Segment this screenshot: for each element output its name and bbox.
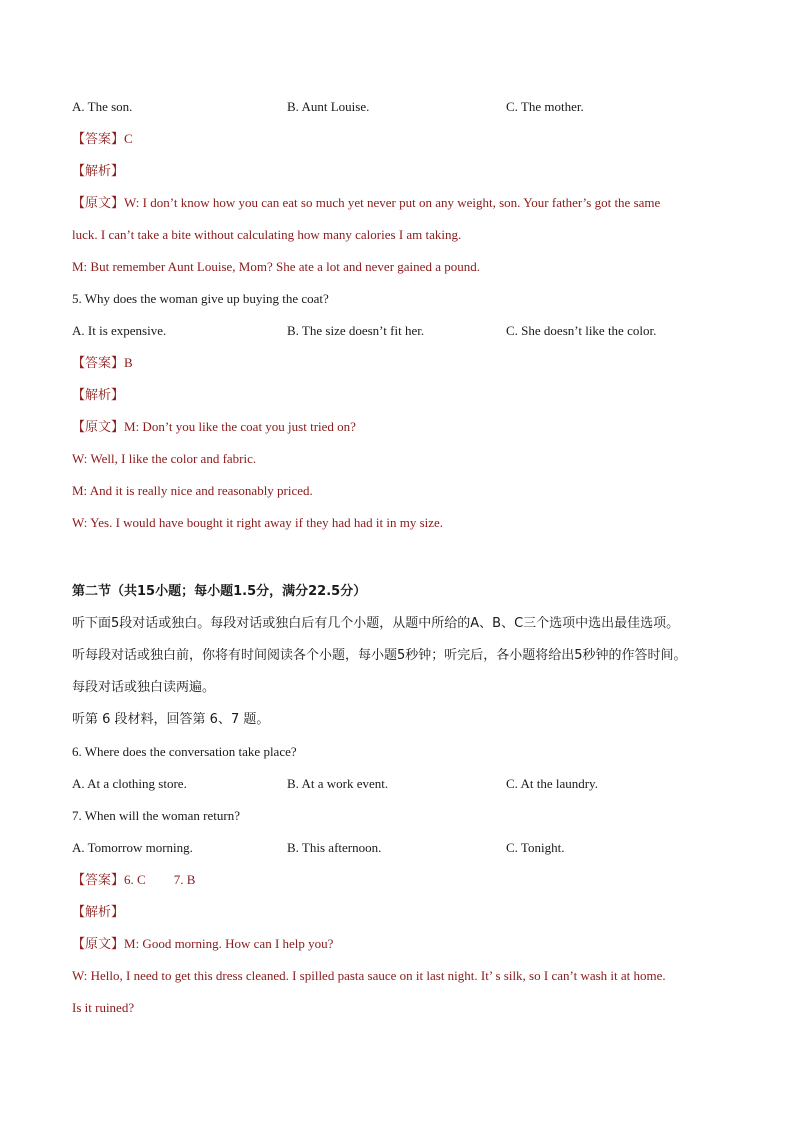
q5-transcript-line-1 [72, 416, 732, 448]
q7-option-a: A. Tomorrow morning. [72, 840, 193, 855]
q67-answer-6: 6. C [124, 872, 146, 887]
q5-analysis-tag: 【解析】 [72, 388, 125, 403]
q4-answer-tag: 【答案】 [72, 132, 125, 147]
q6-options [72, 773, 732, 805]
q5-original-tag: 【原文】 [72, 420, 125, 435]
q67-transcript-line-3: Is it ruined? [72, 1000, 135, 1015]
q4-analysis [72, 160, 732, 192]
section2-instruction-2: 听每段对话或独白前，你将有时间阅读各个小题，每小题5秒钟；听完后，各小题将给出5秒钟的作答时间。 [72, 648, 687, 663]
q5-transcript-line-4: W: Yes. I would have bought it right away if they had had it in my size. [72, 515, 444, 530]
q5-question: 5. Why does the woman give up buying the coat? [72, 291, 329, 306]
q67-answer-tag: 【答案】 [72, 873, 125, 888]
q67-transcript-line-1 [72, 933, 732, 965]
q67-answer-7: 7. B [173, 872, 196, 887]
q5-transcript-line-3: M: And it is really nice and reasonably priced. [72, 483, 313, 498]
q5-option-c: C. She doesn’t like the color. [506, 323, 657, 338]
section2-instruction-1: 听下面5段对话或独白。每段对话或独白后有几个小题，从题中所给的A、B、C三个选项中选出最佳选项。 [72, 616, 680, 631]
q6-option-b: B. At a work event. [287, 776, 389, 791]
q5-answer-tag: 【答案】 [72, 356, 125, 371]
q4-transcript-line-1 [72, 192, 732, 224]
q5-analysis [72, 384, 732, 416]
document-page [72, 96, 732, 1029]
q7-question: 7. When will the woman return? [72, 808, 240, 823]
q4-original-tag: 【原文】 [72, 196, 125, 211]
q67-original-tag: 【原文】 [72, 937, 125, 952]
q4-answer-value: C [124, 131, 133, 146]
q6-option-c: C. At the laundry. [506, 776, 598, 791]
q67-transcript-text-1: M: Good morning. How can I help you? [124, 936, 334, 951]
q5-answer [72, 352, 732, 384]
q4-options [72, 96, 732, 128]
q67-analysis [72, 901, 732, 933]
q4-transcript-text-1: W: I don’t know how you can eat so much yet never put on any weight, son. Your father’s got the same [124, 195, 661, 210]
q5-transcript-line-2: W: Well, I like the color and fabric. [72, 451, 257, 466]
q4-transcript-line-3: M: But remember Aunt Louise, Mom? She ate a lot and never gained a pound. [72, 259, 480, 274]
material6-intro: 听第 6 段材料，回答第 6、7 题。 [72, 712, 270, 727]
q5-answer-value: B [124, 355, 133, 370]
q6-question: 6. Where does the conversation take place? [72, 744, 297, 759]
q67-transcript-line-2: W: Hello, I need to get this dress cleaned. I spilled pasta sauce on it last night. It’ s silk, so I can’t wash it at home. [72, 968, 666, 983]
q4-option-a: A. The son. [72, 99, 133, 114]
q7-option-c: C. Tonight. [506, 840, 565, 855]
q5-option-b: B. The size doesn’t fit her. [287, 323, 425, 338]
q67-analysis-tag: 【解析】 [72, 905, 125, 920]
q7-option-b: B. This afternoon. [287, 840, 382, 855]
q67-answer [72, 869, 732, 901]
section-gap [72, 544, 732, 581]
q4-transcript-line-2: luck. I can’t take a bite without calculating how many calories I am taking. [72, 227, 462, 242]
q5-transcript-text-1: M: Don’t you like the coat you just tried on? [124, 419, 356, 434]
q4-option-b: B. Aunt Louise. [287, 99, 370, 114]
q4-option-c: C. The mother. [506, 99, 584, 114]
q7-options [72, 837, 732, 869]
q4-answer [72, 128, 732, 160]
q5-option-a: A. It is expensive. [72, 323, 167, 338]
q4-analysis-tag: 【解析】 [72, 164, 125, 179]
q5-options [72, 320, 732, 352]
section2-instruction-3: 每段对话或独白读两遍。 [72, 680, 216, 695]
q6-option-a: A. At a clothing store. [72, 776, 187, 791]
section2-title: 第二节（共15小题；每小题1.5分，满分22.5分） [72, 584, 367, 599]
